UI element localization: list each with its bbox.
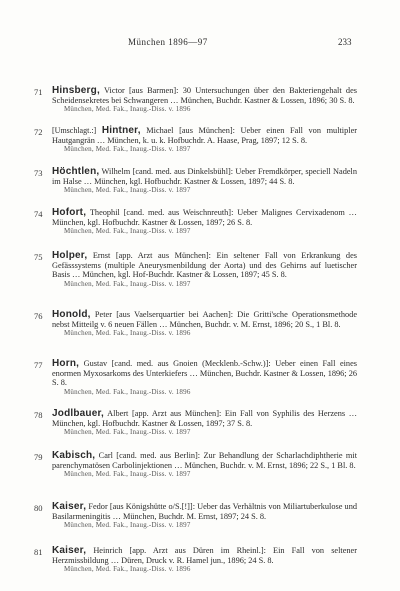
entry-text: Peter [aus Vaelserquartier bei Aachen]: Die Gritti'sche Operationsmethode nebst Mitteilg v. 6 neuen Fällen … München, Buchdr. v. M. Ernst, 1896; 20 S., 1 Bl. 8. xyxy=(52,310,358,329)
entry-body xyxy=(52,251,357,290)
entry-prefix: [Umschlagt.:] xyxy=(52,126,97,135)
entry-author: Kaiser, xyxy=(52,501,87,512)
entry-author: Holper, xyxy=(52,250,88,261)
entry-number: 79 xyxy=(34,452,43,462)
entry-author: Hintner, xyxy=(101,125,141,136)
entry-body xyxy=(52,451,357,480)
entry-dissertation: München, Med. Fak., Inaug.-Diss. v. 1897 xyxy=(64,470,191,479)
page-header xyxy=(0,37,400,51)
entry-text: Heinrich [app. Arzt aus Düren im Rheinl.]: Ein Fall von seltener Herzmissbildung … Düren, Druck v. R. Hamel jun., 1896; 24 S. 8. xyxy=(52,546,357,565)
entry-dissertation: München, Med. Fak., Inaug.-Diss. v. 1896 xyxy=(64,565,191,574)
entry-author: Höchtlen, xyxy=(52,166,100,177)
entry-text: Wilhelm [cand. med. aus Dinkelsbühl]: Ueber Fremdkörper, speciell Nadeln im Halse … München, kgl. Hofbuchdr. Kastner & Lossen, 1897; 44 S. 8. xyxy=(52,167,357,186)
entry-number: 73 xyxy=(34,168,43,178)
entry-number: 75 xyxy=(34,252,43,262)
entry-body xyxy=(52,546,357,575)
entry-author: Hinsberg, xyxy=(52,85,100,96)
entry-author: Jodlbauer, xyxy=(52,408,105,419)
entry-text: Theophil [cand. med. aus Weischnreuth]: Ueber Malignes Cervixadenom … München, kgl. Hofbuchdr. Kastner & Lossen, 1897; 26 S. 8. xyxy=(52,208,357,227)
entry-text: Michael [aus München]: Ueber einen Fall von multipler Hautgangrän … München, k. u. k. Hofbuchdr. A. Haase, Prag, 1897; 12 S. 8. xyxy=(52,126,358,145)
entry-body xyxy=(52,409,357,438)
entry-body xyxy=(52,86,357,115)
entry-dissertation: München, Med. Fak., Inaug.-Diss. v. 1897 xyxy=(64,521,191,530)
entry-number: 76 xyxy=(34,311,43,321)
entry-dissertation: München, Med. Fak., Inaug.-Diss. v. 1897 xyxy=(64,428,191,437)
entry-text: Carl [cand. med. aus Berlin]: Zur Behandlung der Scharlachdiphtherie mit parenchymatösen Carbolinjektionen … München, Buchdr. v. M. Ernst, 1896; 22 S., 1 Bl. 8. xyxy=(52,451,357,470)
entry-number: 80 xyxy=(34,503,43,513)
entry-author: Kabisch, xyxy=(52,450,96,461)
entry-dissertation: München, Med. Fak., Inaug.-Diss. v. 1897 xyxy=(64,280,191,289)
entry-author: Horn, xyxy=(52,358,80,369)
entry-number: 81 xyxy=(34,547,43,557)
entry-dissertation: München, Med. Fak., Inaug.-Diss. v. 1896 xyxy=(64,388,191,397)
entry-body xyxy=(52,126,357,155)
entry-author: Kaiser, xyxy=(52,545,87,556)
entry-body xyxy=(52,502,357,531)
entry-body xyxy=(52,167,357,196)
entry-dissertation: München, Med. Fak., Inaug.-Diss. v. 1897 xyxy=(64,227,191,236)
entry-text: Fedor [aus Königshütte o/S.[!]]: Ueber das Verhältnis von Miliartuberkulose und Basilarmeningitis … München, Buchdr. M. Ernst, 1897; 24 S. 8. xyxy=(52,502,357,521)
entry-number: 78 xyxy=(34,410,43,420)
entry-text: Gustav [cand. med. aus Gnoien (Mecklenb.-Schw.)]: Ueber einen Fall eines enormen Myxosarkoms des Unterkiefers … München, Buchdr. Kastner & Lossen, 1896; 26 S. 8. xyxy=(52,359,357,388)
entry-dissertation: München, Med. Fak., Inaug.-Diss. v. 1897 xyxy=(64,145,191,154)
entry-body xyxy=(52,208,357,237)
entry-dissertation: München, Med. Fak., Inaug.-Diss. v. 1897 xyxy=(64,186,191,195)
page-number: 233 xyxy=(338,37,352,47)
entry-number: 74 xyxy=(34,209,43,219)
entry-number: 77 xyxy=(34,360,43,370)
entry-body xyxy=(52,359,357,398)
entry-author: Hofort, xyxy=(52,207,87,218)
entry-dissertation: München, Med. Fak., Inaug.-Diss. v. 1896 xyxy=(64,105,191,114)
entry-number: 72 xyxy=(34,127,43,137)
entry-text: Albert [app. Arzt aus München]: Ein Fall von Syphilis des Herzens … München, kgl. Hofbuchdr. Kastner & Lossen, 1897; 37 S. 8. xyxy=(52,409,357,428)
entry-text: Victor [aus Barmen]: 30 Untersuchungen über den Bakteriengehalt des Scheidensekretes bei Schwangeren … München, Buchdr. Kastner & Lossen, 1896; 30 S. 8. xyxy=(52,86,357,105)
entry-text: Ernst [app. Arzt aus München]: Ein seltener Fall von Erkrankung des Gefässsystems (multiple Aneurysmenbildung der Aorta) und des Gehirns auf luetischer Basis … München, kgl. Hof-Buchdr. Kastner & Lossen, 1897; 45 S. 8. xyxy=(52,251,357,280)
entry-number: 71 xyxy=(34,87,43,97)
page-title: München 1896—97 xyxy=(128,37,208,47)
entry-dissertation: München, Med. Fak., Inaug.-Diss. v. 1896 xyxy=(64,329,191,338)
entry-author: Honold, xyxy=(52,309,91,320)
entry-body xyxy=(52,310,357,339)
